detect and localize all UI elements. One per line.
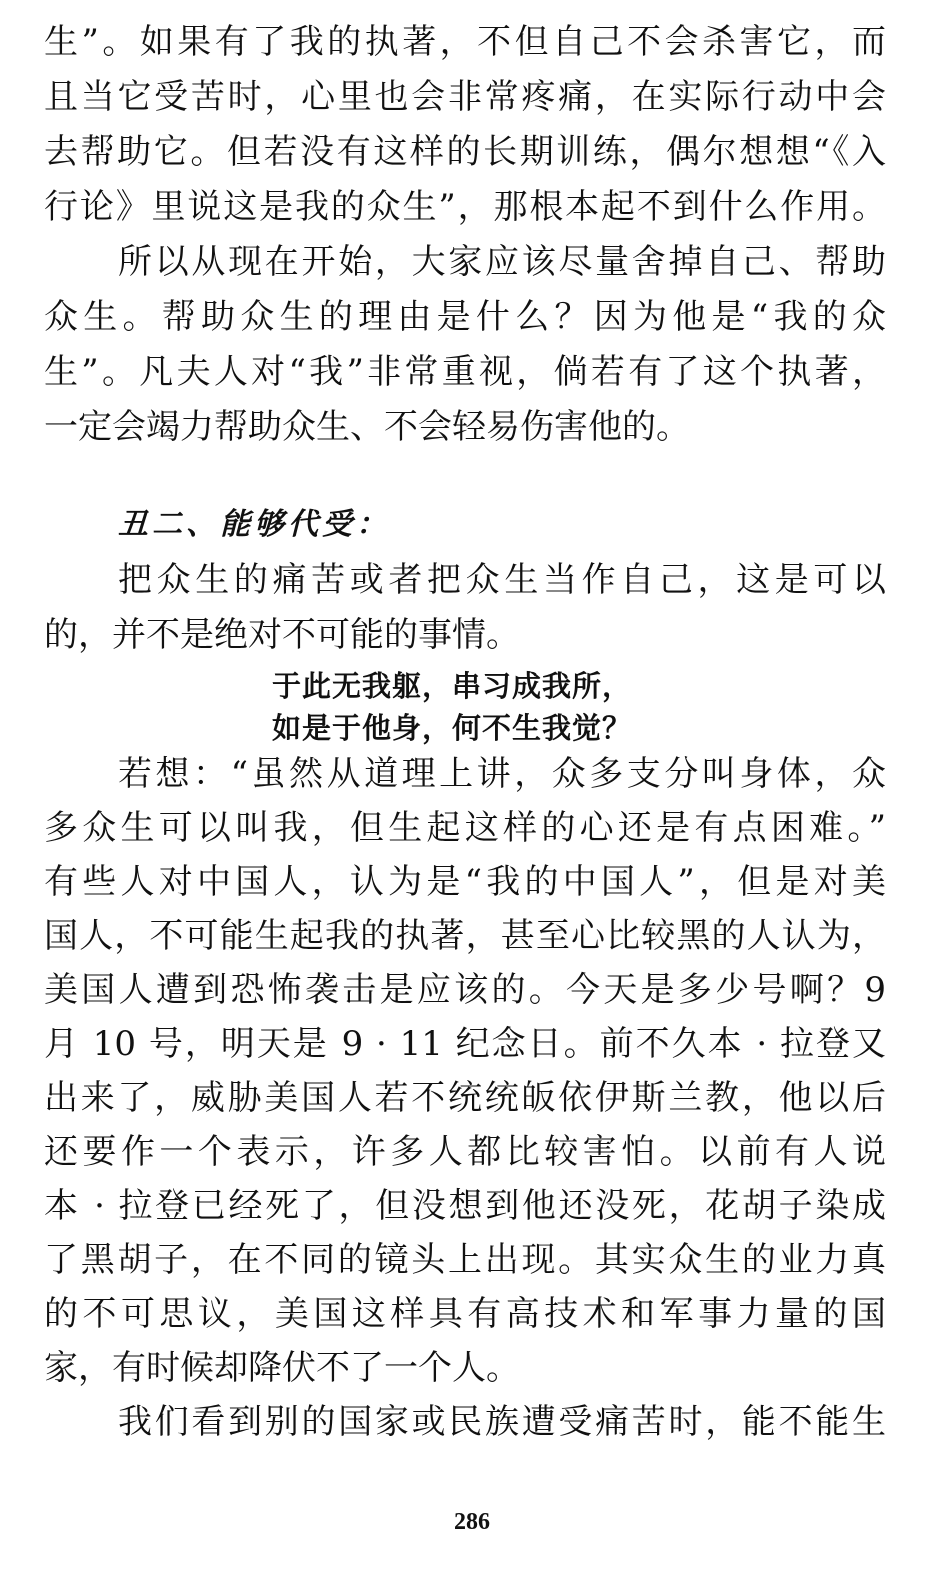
text-line: 有些人对中国人，认为是“我的中国人”，但是对美 xyxy=(44,862,886,902)
text-line: 家，有时候却降伏不了一个人。 xyxy=(44,1348,520,1388)
text-line: 所以从现在开始，大家应该尽量舍掉自己、帮助 xyxy=(118,242,886,282)
text-line: 还要作一个表示，许多人都比较害怕。以前有人说 xyxy=(44,1132,886,1172)
text-line: 行论》里说这是我的众生”，那根本起不到什么作用。 xyxy=(44,187,886,227)
text-line: 的不可思议，美国这样具有高技术和军事力量的国 xyxy=(44,1294,886,1334)
section-heading: 丑二、能够代受： xyxy=(118,507,390,542)
text-line: 生”。凡夫人对“我”非常重视，倘若有了这个执著， xyxy=(44,352,886,392)
verse-line: 于此无我躯，串习成我所， xyxy=(272,669,633,703)
text-line: 我们看到别的国家或民族遭受痛苦时，能不能生 xyxy=(118,1402,886,1442)
text-line: 去帮助它。但若没有这样的长期训练，偶尔想想“《入 xyxy=(44,132,886,172)
text-line: 美国人遭到恐怖袭击是应该的。今天是多少号啊？9 xyxy=(44,970,886,1010)
verse-line: 如是于他身，何不生我觉？ xyxy=(272,711,633,745)
text-line: 多众生可以叫我，但生起这样的心还是有点困难。” xyxy=(44,808,886,848)
text-line: 众生。帮助众生的理由是什么？因为他是“我的众 xyxy=(44,297,886,337)
text-line: 把众生的痛苦或者把众生当作自己，这是可以 xyxy=(118,560,886,600)
text-line: 出来了，威胁美国人若不统统皈依伊斯兰教，他以后 xyxy=(44,1078,886,1118)
text-line: 本 · 拉登已经死了，但没想到他还没死，花胡子染成 xyxy=(44,1186,886,1226)
page-number: 286 xyxy=(454,1509,490,1535)
text-line: 的，并不是绝对不可能的事情。 xyxy=(44,615,520,655)
text-line: 生”。如果有了我的执著，不但自己不会杀害它，而 xyxy=(44,22,886,62)
text-line: 国人，不可能生起我的执著，甚至心比较黑的人认为， xyxy=(44,916,886,956)
text-line: 一定会竭力帮助众生、不会轻易伤害他的。 xyxy=(44,407,690,447)
text-line: 了黑胡子，在不同的镜头上出现。其实众生的业力真 xyxy=(44,1240,886,1280)
text-line: 且当它受苦时，心里也会非常疼痛，在实际行动中会 xyxy=(44,77,886,117)
text-line: 若想：“虽然从道理上讲，众多支分叫身体，众 xyxy=(118,754,886,794)
text-line: 月 10 号，明天是 9 · 11 纪念日。前不久本 · 拉登又 xyxy=(44,1024,886,1064)
